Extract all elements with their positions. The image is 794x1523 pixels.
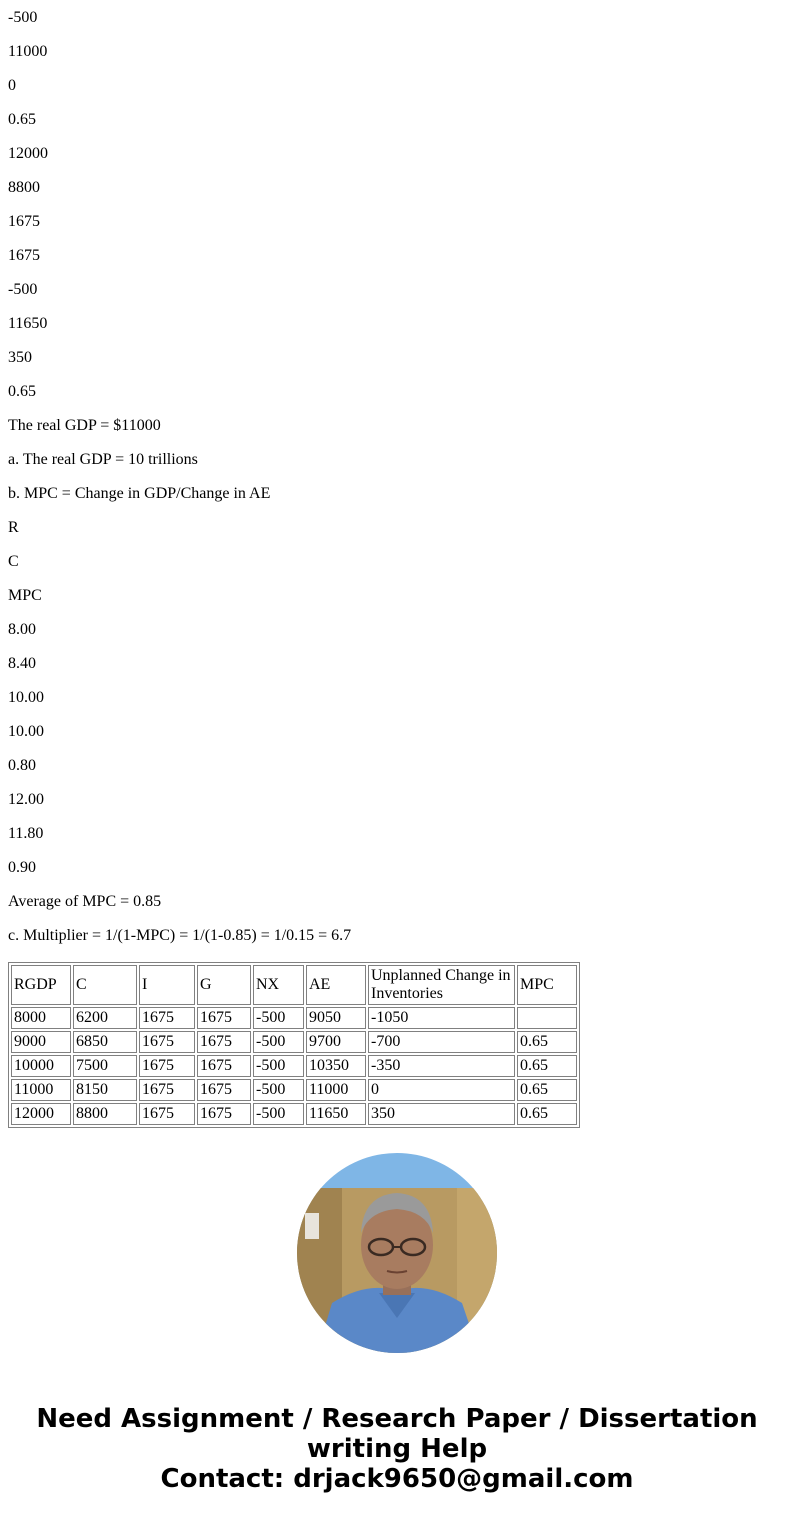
table-cell: 10000 (11, 1055, 71, 1077)
answer-b: b. MPC = Change in GDP/Change in AE (8, 485, 271, 502)
text-line: 10.00 (8, 689, 44, 706)
text-line: 8.40 (8, 655, 36, 672)
text-line: 8.00 (8, 621, 36, 638)
table-cell (517, 1007, 577, 1029)
person-photo-icon (297, 1153, 497, 1353)
answer-c: c. Multiplier = 1/(1-MPC) = 1/(1-0.85) = 1/0.15 = 6.7 (8, 927, 352, 944)
table-cell: -500 (253, 1055, 304, 1077)
footer-contact: Contact: drjack9650@gmail.com (160, 1464, 634, 1494)
table-cell: 0.65 (517, 1031, 577, 1053)
table-cell: 11000 (11, 1079, 71, 1101)
answer-a: a. The real GDP = 10 trillions (8, 451, 198, 468)
text-line: 8800 (8, 179, 40, 196)
table-cell: 1675 (197, 1007, 251, 1029)
table-cell: -500 (253, 1031, 304, 1053)
table-cell: -500 (253, 1079, 304, 1101)
text-line: 0.90 (8, 859, 36, 876)
table-cell: 1675 (139, 1007, 195, 1029)
column-header: NX (253, 965, 304, 1005)
text-line: -500 (8, 281, 38, 298)
text-line: R (8, 519, 19, 536)
text-line: MPC (8, 587, 42, 604)
column-header: RGDP (11, 965, 71, 1005)
table-cell: -350 (368, 1055, 515, 1077)
average-mpc: Average of MPC = 0.85 (8, 893, 162, 910)
table-cell: 1675 (197, 1031, 251, 1053)
table-cell: 10350 (306, 1055, 366, 1077)
table-cell: 0.65 (517, 1055, 577, 1077)
economics-table (8, 962, 580, 1128)
table-cell: 0 (368, 1079, 515, 1101)
real-gdp-statement: The real GDP = $11000 (8, 417, 161, 434)
table-cell: 1675 (139, 1031, 195, 1053)
text-line: 350 (8, 349, 32, 366)
table-cell: -700 (368, 1031, 515, 1053)
text-line: 11650 (8, 315, 48, 332)
photo-wall-right (457, 1188, 497, 1353)
avatar (297, 1153, 497, 1353)
column-header: MPC (517, 965, 577, 1005)
table-row (11, 1031, 577, 1053)
column-header: Unplanned Change in Inventories (368, 965, 515, 1005)
table-cell: 0.65 (517, 1103, 577, 1125)
photo-switch (305, 1213, 319, 1239)
table-cell: 8800 (73, 1103, 137, 1125)
table-row (11, 1079, 577, 1101)
table-cell: 6200 (73, 1007, 137, 1029)
table-cell: 0.65 (517, 1079, 577, 1101)
text-line: 12.00 (8, 791, 44, 808)
footer-line-1: Need Assignment / Research Paper / Dissertation (36, 1404, 758, 1434)
column-header: C (73, 965, 137, 1005)
table-cell: 9700 (306, 1031, 366, 1053)
table-cell: 8000 (11, 1007, 71, 1029)
text-line: 11000 (8, 43, 48, 60)
table-cell: -1050 (368, 1007, 515, 1029)
document-body (8, 0, 786, 1128)
text-line: 0.80 (8, 757, 36, 774)
table-cell: 11000 (306, 1079, 366, 1101)
table-row (11, 1103, 577, 1125)
footer-advert (0, 1404, 794, 1494)
table-cell: 1675 (139, 1055, 195, 1077)
text-line: 10.00 (8, 723, 44, 740)
text-line: -500 (8, 9, 38, 26)
table-cell: -500 (253, 1007, 304, 1029)
text-line: 0.65 (8, 383, 36, 400)
table-cell: 1675 (139, 1079, 195, 1101)
table-cell: 1675 (197, 1103, 251, 1125)
text-line: 12000 (8, 145, 48, 162)
text-line: 0.65 (8, 111, 36, 128)
footer-line-2: writing Help (306, 1434, 488, 1464)
table-row (11, 1055, 577, 1077)
text-line: 1675 (8, 247, 40, 264)
table-cell: 350 (368, 1103, 515, 1125)
table-cell: 1675 (197, 1079, 251, 1101)
text-line: 11.80 (8, 825, 44, 842)
table-cell: -500 (253, 1103, 304, 1125)
table-cell: 8150 (73, 1079, 137, 1101)
column-header: AE (306, 965, 366, 1005)
text-line: 1675 (8, 213, 40, 230)
column-header: I (139, 965, 195, 1005)
table-cell: 9000 (11, 1031, 71, 1053)
column-header: G (197, 965, 251, 1005)
table-cell: 12000 (11, 1103, 71, 1125)
table-cell: 11650 (306, 1103, 366, 1125)
text-line: 0 (8, 77, 16, 94)
table-cell: 9050 (306, 1007, 366, 1029)
table-cell: 1675 (139, 1103, 195, 1125)
table-header-row (11, 965, 577, 1005)
text-line: C (8, 553, 19, 570)
table-cell: 6850 (73, 1031, 137, 1053)
table-row (11, 1007, 577, 1029)
table-cell: 7500 (73, 1055, 137, 1077)
table-cell: 1675 (197, 1055, 251, 1077)
